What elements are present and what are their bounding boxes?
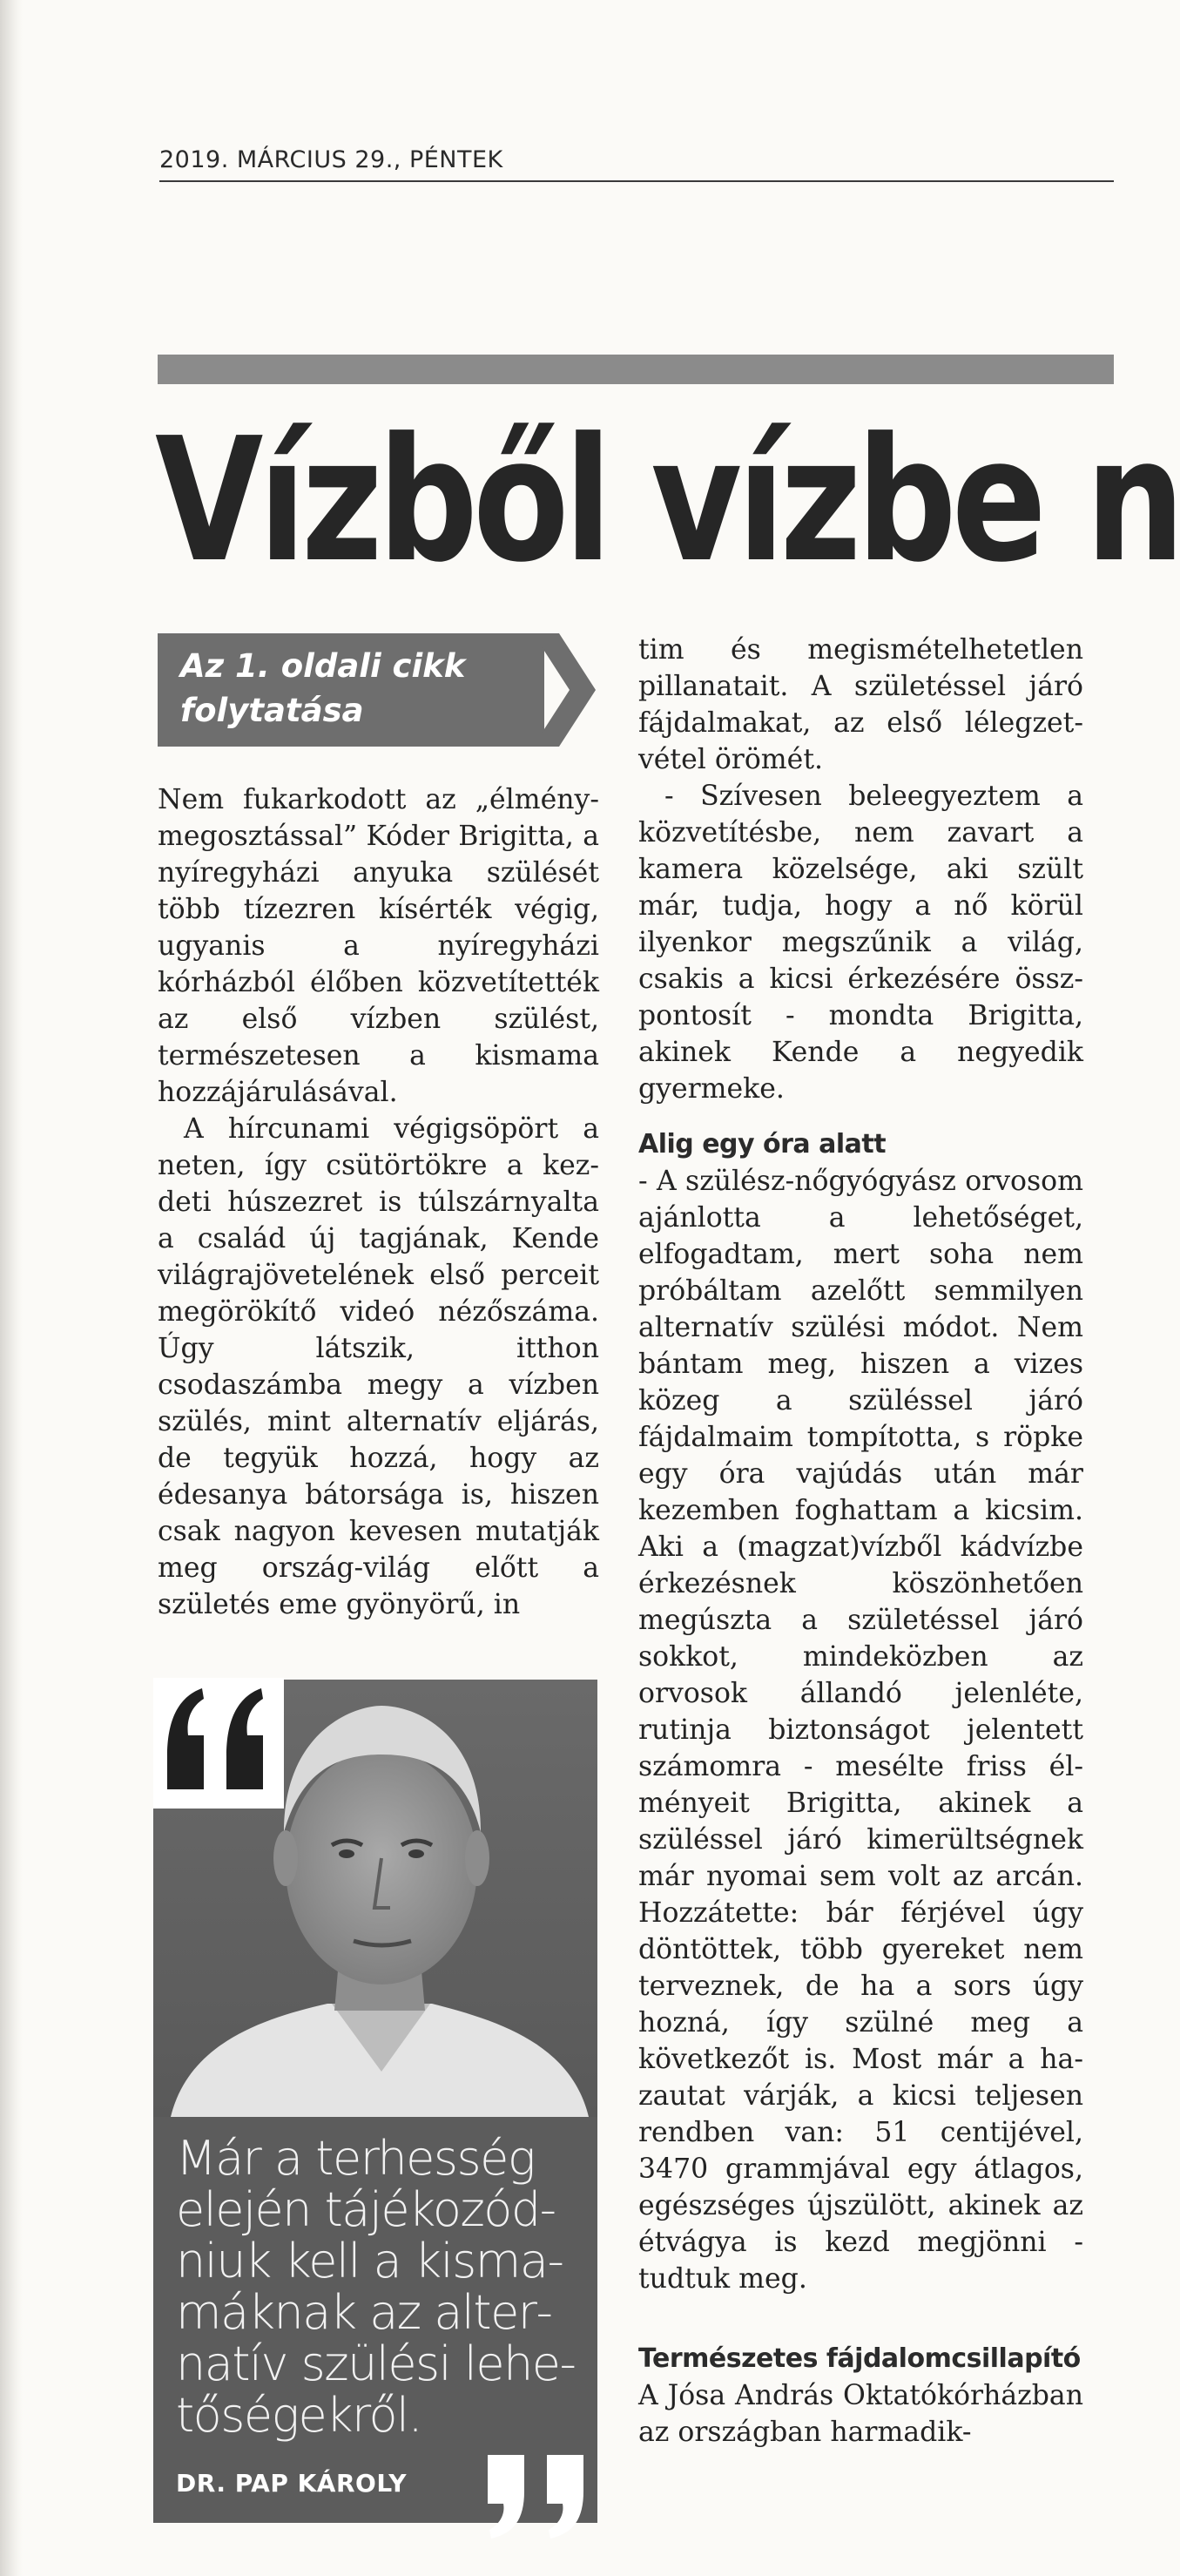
paragraph: - Szívesen beleegyeztem a közvetítésbe, nem zavart a kamera közelsége, aki szült már, tudja, hogy a nő körül ilyenkor megszűnik a világ, csakis a kicsi érkezésére összpontosít - mondta Brigitta, akinek Kende a negyedik gyermeke. xyxy=(638,781,1083,1105)
article-column-2 xyxy=(638,632,1083,2451)
pull-quote-text: Már a terhesség elején tájékozódniuk kell a kismamáknak az alternatív szülési lehetőségekről. xyxy=(176,2131,577,2443)
close-quote-icon xyxy=(467,2446,597,2542)
paragraph: Nem fukarkodott az „élménymegosztással” Kóder Brigitta, a nyíregyházi anyuka szülését több tízezren kísérték végig, ugyanis a nyíregyházi kórházból élőben közvetítették az első vízben szülést, természetesen a kismama hozzájárulásával. xyxy=(158,784,599,1108)
pull-quote-author: DR. PAP KÁROLY xyxy=(176,2469,408,2498)
paragraph: A hírcunami végigsöpört a neten, így csütörtökre a kezdeti húszezret is túlszárnyalta a család új tagjának, Kende világrajövetelének első perceit megörökítő videó nézőszáma. Úgy látszik, itthon csodaszámba megy a vízben szülés, mint alternatív eljárás, de tegyük hozzá, hogy az édesanya bátorsága is, hiszen csak nagyon kevesen mutatják meg ország-világ előtt a születés eme gyönyörű, in xyxy=(158,1113,599,1620)
paragraph: - A szülész-nőgyógyász orvosom ajánlotta a lehetőséget, elfogadtam, mert soha nem próbáltam azelőtt semmilyen alternatív szülési módot. Nem bántam meg, hiszen a vizes közeg a szüléssel járó fájdalmaim tompította, s röpke egy óra vajúdás után már kezemben foghattam a kicsim. Aki a (magzat)vízből kádvízbe érkezésnek köszönhetően megúszta a születéssel járó sokkot, mindeközben az orvosok állandó jelenléte, rutinja biztonságot jelentett számomra - mesélte friss élményeit Brigitta, akinek a szüléssel járó kimerültségnek már nyomai sem volt az arcán. Hozzátette: bár férjével úgy döntöttek, több gyereket nem terveznek, de ha a sors úgy hozná, így szülné meg a következőt is. Most már a hazautat várják, a kicsi teljesen rendben van: 51 centijével, 3470 grammjával egy átlagos, egészséges újszülött, akinek az étvágya is kezd megjönni - tudtuk meg. xyxy=(638,1166,1083,2295)
scan-edge-shadow xyxy=(0,0,23,2576)
continuation-tag xyxy=(158,633,544,747)
continuation-tag-line2: folytatása xyxy=(180,692,364,729)
section-band xyxy=(158,355,1114,384)
article-column-1 xyxy=(158,781,599,1623)
header-rule xyxy=(159,180,1114,182)
open-quote-icon xyxy=(153,1678,284,1809)
chevron-right-icon xyxy=(533,633,596,747)
subheading: Természetes fájdalomcsillapító xyxy=(638,2343,1081,2374)
continuation-tag-line1: Az 1. oldali cikk xyxy=(180,647,466,685)
article-headline: Vízből vízbe n xyxy=(155,402,1180,600)
subheading: Alig egy óra alatt xyxy=(638,1129,887,1160)
paragraph: tim és megismételhetetlen pillanatait. A születéssel járó fájdalmakat, az első lélegzetvétel örömét. xyxy=(638,634,1083,775)
issue-date: 2019. MÁRCIUS 29., PÉNTEK xyxy=(159,146,503,173)
paragraph: A Jósa András Oktatókórházban az országban harmadik- xyxy=(638,2380,1083,2448)
continuation-tag-text xyxy=(180,644,537,733)
